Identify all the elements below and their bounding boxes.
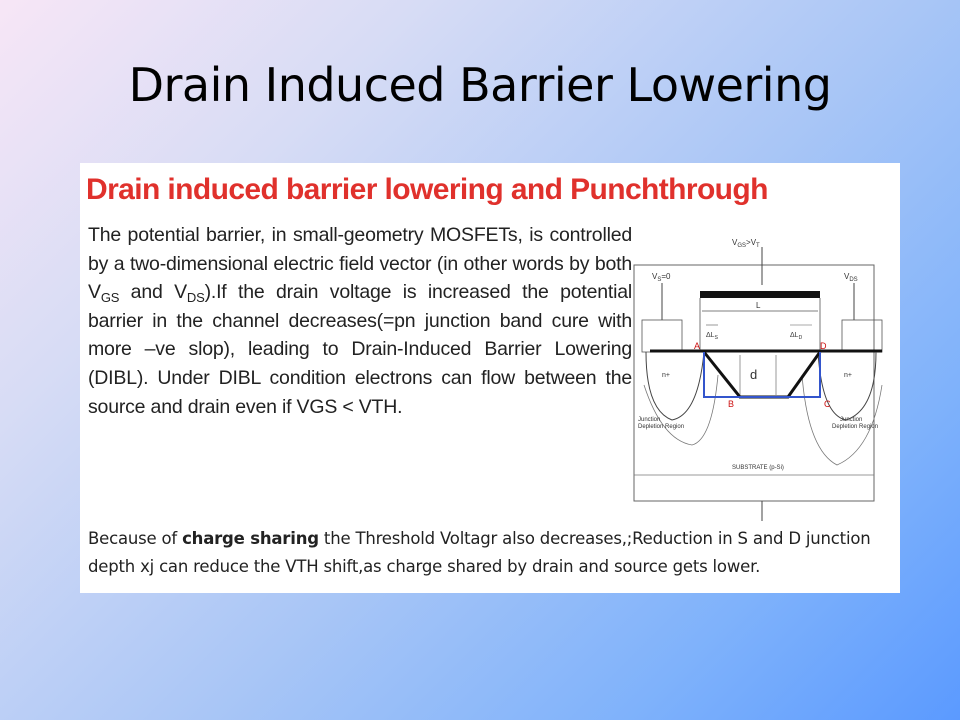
content-panel: [80, 163, 900, 593]
paragraph-text-2: and V: [119, 281, 187, 304]
right-depletion-label-1: Junction: [840, 417, 863, 423]
point-c-label: C: [824, 399, 831, 409]
vgs-label: V: [732, 238, 738, 247]
point-a-label: A: [694, 341, 701, 351]
dls-label: ΔL: [706, 332, 715, 339]
gate-plate: [700, 291, 820, 298]
vs-label: V: [652, 272, 658, 281]
depth-label: d: [750, 367, 758, 382]
slide-title: Drain Induced Barrier Lowering: [128, 58, 832, 112]
substrate-label: SUBSTRATE (p-Si): [732, 465, 784, 471]
svg-text:VS=0: [652, 272, 671, 283]
dls-sub: S: [714, 335, 718, 341]
vgs-label-sub: GS: [737, 243, 747, 249]
charge-sharing-trapezoid: [704, 352, 820, 397]
paragraph-text-1: The potential barrier, in small-geometry MOSFETs, is controlled by a two-dimensional electric field vector (in other words by both V: [88, 224, 632, 304]
left-depletion-label-2: Depletion Region: [638, 424, 685, 430]
svg-text:VGS>VT: [732, 238, 760, 249]
svg-text:ΔLD: [790, 332, 803, 341]
mosfet-cross-section-diagram: [632, 225, 888, 525]
nplus-right: n+: [844, 372, 852, 379]
vs-value: =0: [661, 272, 671, 281]
vs-label-sub: S: [657, 277, 662, 283]
paragraph-text-3: ).If the drain voltage is increased the potential barrier in the channel decreases(=pn junction band cure with more –ve slop), leading to Drain-Induced Barrier Lowering (DIBL). Under DIBL condition electrons can flow between the source and drain even if VGS < VTH.: [88, 281, 632, 418]
svg-text:ΔLS: [706, 332, 719, 341]
dld-sub: D: [798, 335, 803, 341]
vds-subscript: DS: [186, 290, 205, 306]
vgs-subscript: GS: [100, 290, 120, 306]
footnote-bold: charge sharing: [182, 529, 319, 548]
vds-label-sub: DS: [849, 277, 858, 283]
point-b-label: B: [728, 399, 735, 409]
right-depletion-label-2: Depletion Region: [832, 424, 879, 430]
vgs-cond: >V: [746, 238, 757, 247]
dld-label: ΔL: [790, 332, 799, 339]
footnote-text-2: the Threshold Voltagr also decreases,;Reduction in S and D junction depth xj can reduce the VTH shift,as charge shared by drain and source gets lower.: [88, 529, 871, 576]
left-depletion-label-1: Junction: [638, 417, 661, 423]
length-label: L: [756, 301, 761, 310]
svg-text:VDS: [844, 272, 858, 283]
panel-heading: Drain induced barrier lowering and Punchthrough: [86, 173, 768, 206]
nplus-left: n+: [662, 372, 670, 379]
point-d-label: D: [820, 341, 827, 351]
footnote-text-1: Because of: [88, 529, 183, 548]
vgs-cond-sub: T: [756, 243, 760, 249]
vds-label: V: [844, 272, 850, 281]
dibl-paragraph: [88, 221, 632, 421]
charge-sharing-note: [88, 525, 888, 581]
